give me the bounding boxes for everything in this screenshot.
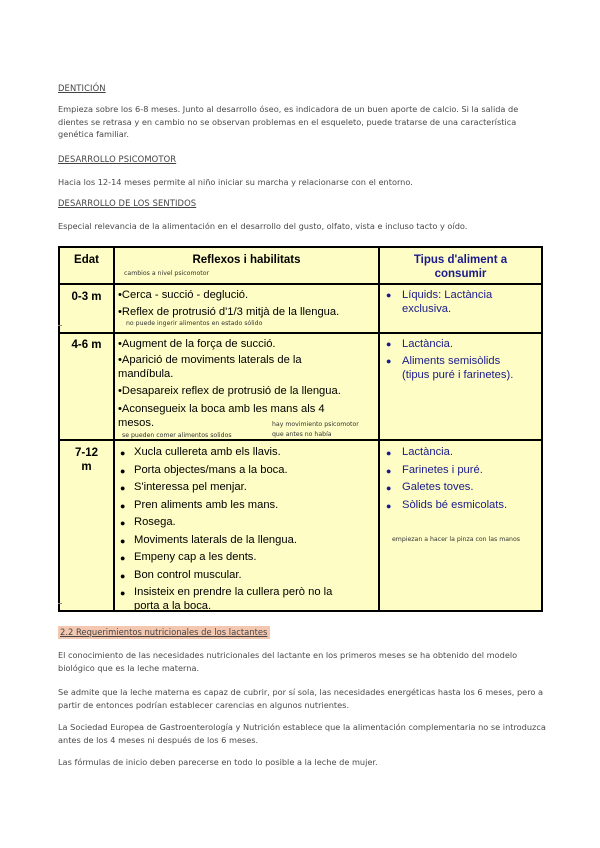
bullet-icon: ●	[120, 466, 126, 476]
reflex-item: Porta objectes/mans a la boca.	[134, 464, 288, 476]
reflex-item: •Aparició de moviments laterals de la	[118, 354, 302, 366]
table-divider	[113, 248, 115, 610]
reflex-item: mesos.	[118, 417, 155, 429]
section-title-denticion: DENTICIÓN	[58, 83, 106, 93]
reflex-item: Empeny cap a les dents.	[134, 551, 257, 563]
paragraph-lactantes-4: Las fórmulas de inicio deben parecerse en todo lo posible a la leche de mujer.	[58, 757, 378, 767]
paragraph-lactantes-1: El conocimiento de las necesidades nutricionales del lactante en los primeros meses se ha obtenido del modelo biológico que es la leche materna.	[58, 650, 518, 673]
bullet-icon: ●	[386, 339, 392, 349]
paragraph-lactantes-3: La Sociedad Europea de Gastroenterología y Nutrición establece que la alimentación complementaria no se introduzca antes de los 4 meses ni después de los 6 meses.	[58, 722, 546, 745]
food-item: Lactància.	[402, 338, 453, 350]
reflex-item: Xucla cullereta amb els llavis.	[134, 446, 281, 458]
reflex-item: •Aconsegueix la boca amb les mans als 4	[118, 403, 325, 415]
table-divider	[60, 332, 541, 334]
reflex-item: Pren aliments amb les mans.	[134, 499, 279, 511]
bullet-icon: ●	[120, 501, 126, 511]
reflex-item: porta a la boca.	[134, 600, 212, 612]
bullet-icon: ●	[120, 448, 126, 458]
paragraph-denticion: Empieza sobre los 6-8 meses. Junto al desarrollo óseo, es indicadora de un buen aporte de calcio. Si la salida de dientes se retrasa y en cambio no se observan problemas en el esqueleto, puede tratarse de una característica genética familiar.	[58, 104, 519, 139]
row-age: m	[81, 461, 92, 473]
row-age: 7-12	[74, 447, 99, 459]
food-item: Farinetes i puré.	[402, 464, 483, 476]
paragraph-lactantes-2: Se admite que la leche materna es capaz de cubrir, por sí sola, las necesidades energéticas hasta los 6 meses, pero a partir de entonces podrían establecer carencias en algunos nutrientes.	[58, 687, 544, 710]
food-item: Lactància.	[402, 446, 453, 458]
section-title-sentidos: DESARROLLO DE LOS SENTIDOS	[58, 198, 197, 208]
bullet-icon: ●	[386, 356, 392, 366]
reflex-item: S'interessa pel menjar.	[134, 481, 247, 493]
paragraph-psicomotor: Hacia los 12-14 meses permite al niño iniciar su marcha y relacionarse con el entorno.	[58, 177, 413, 187]
section-title-psicomotor: DESARROLLO PSICOMOTOR	[58, 154, 177, 164]
reflex-item: •Augment de la força de succió.	[118, 338, 276, 350]
table-divider	[60, 283, 541, 285]
scan-artifact	[58, 325, 62, 326]
food-item: Líquids: Lactància	[402, 289, 493, 301]
paragraph-sentidos: Especial relevancia de la alimentación en el desarrollo del gusto, olfato, vista e incluso tacto y oído.	[58, 221, 468, 231]
row-age: 4-6 m	[71, 339, 102, 351]
bullet-icon: ●	[386, 501, 392, 511]
bullet-icon: ●	[120, 518, 126, 528]
bullet-icon: ●	[120, 588, 126, 598]
food-item: exclusiva.	[402, 303, 452, 315]
bullet-icon: ●	[386, 483, 392, 493]
nutrition-stages-table	[58, 246, 543, 612]
scan-artifact	[58, 603, 62, 604]
bullet-icon: ●	[386, 466, 392, 476]
reflex-item: Bon control muscular.	[134, 569, 242, 581]
reflex-note: se pueden comer alimentos solidos	[122, 432, 232, 439]
bullet-icon: ●	[120, 483, 126, 493]
reflex-item: •Reflex de protrusió d'1/3 mitjà de la llengua.	[118, 306, 340, 318]
reflex-item: •Desapareix reflex de protrusió de la llengua.	[118, 385, 341, 397]
row-age: 0-3 m	[71, 291, 102, 303]
reflex-item: •Cerca - succió - deglució.	[118, 289, 249, 301]
header-reflexos-note: cambios a nivel psicomotor	[124, 270, 210, 277]
reflex-note: no puede ingerir alimentos en estado sólido	[126, 320, 263, 327]
reflex-note: hay movimiento psicomotor	[272, 421, 359, 428]
header-tipus-line1: Tipus d'aliment a	[413, 254, 508, 266]
header-edat: Edat	[74, 254, 99, 266]
food-item: Galetes toves.	[402, 481, 474, 493]
table-divider	[378, 248, 380, 610]
reflex-item: Rosega.	[134, 516, 176, 528]
bullet-icon: ●	[386, 290, 392, 300]
bullet-icon: ●	[120, 536, 126, 546]
reflex-item: Moviments laterals de la llengua.	[134, 534, 297, 546]
bullet-icon: ●	[120, 571, 126, 581]
reflex-item: mandíbula.	[118, 368, 174, 380]
bullet-icon: ●	[120, 553, 126, 563]
table-divider	[60, 439, 541, 441]
reflex-item: Insisteix en prendre la cullera però no la	[134, 586, 333, 598]
bullet-icon: ●	[386, 448, 392, 458]
section-title-lactantes: 2.2 Requerimientos nutricionales de los lactantes	[58, 626, 270, 639]
food-item: Aliments semisòlids	[402, 355, 501, 367]
header-reflexos: Reflexos i habilitats	[192, 254, 301, 266]
reflex-note: que antes no había	[272, 431, 332, 438]
food-item: Sòlids bé esmicolats.	[402, 499, 508, 511]
food-note: empiezan a hacer la pinza con las manos	[392, 536, 520, 543]
food-item: (tipus puré i farinetes).	[402, 369, 514, 381]
header-tipus-line2: consumir	[434, 268, 487, 280]
